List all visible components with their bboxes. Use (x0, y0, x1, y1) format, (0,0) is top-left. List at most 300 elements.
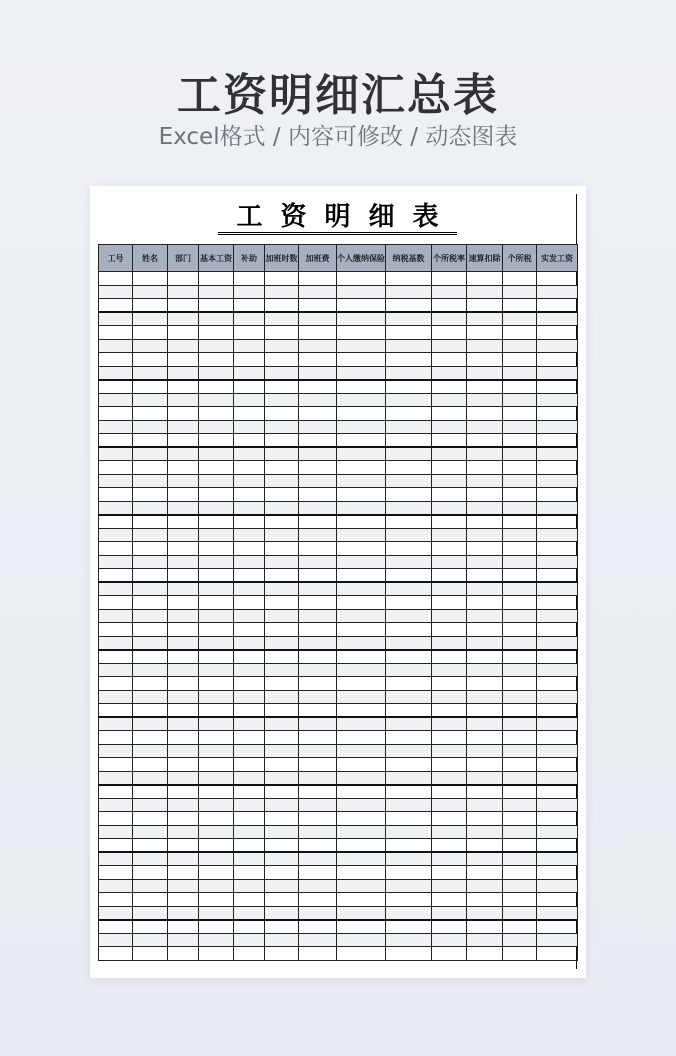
table-cell[interactable] (168, 650, 199, 664)
table-cell[interactable] (537, 744, 578, 758)
table-cell[interactable] (133, 947, 168, 961)
table-cell[interactable] (199, 366, 234, 380)
table-cell[interactable] (432, 272, 467, 286)
table-cell[interactable] (168, 312, 199, 326)
col-header-overtime-pay[interactable]: 加班费 (299, 245, 337, 272)
table-cell[interactable] (467, 393, 503, 407)
table-cell[interactable] (234, 920, 265, 934)
table-cell[interactable] (299, 798, 337, 812)
table-cell[interactable] (337, 555, 386, 569)
table-cell[interactable] (386, 569, 432, 583)
table-cell[interactable] (386, 677, 432, 691)
table-cell[interactable] (537, 636, 578, 650)
table-cell[interactable] (299, 812, 337, 826)
table-cell[interactable] (234, 501, 265, 515)
table-cell[interactable] (337, 609, 386, 623)
table-cell[interactable] (467, 852, 503, 866)
table-cell[interactable] (432, 353, 467, 367)
table-cell[interactable] (133, 434, 168, 448)
table-cell[interactable] (503, 893, 537, 907)
table-cell[interactable] (337, 434, 386, 448)
table-cell[interactable] (168, 947, 199, 961)
table-cell[interactable] (503, 690, 537, 704)
table-cell[interactable] (299, 353, 337, 367)
table-cell[interactable] (503, 555, 537, 569)
table-cell[interactable] (168, 488, 199, 502)
table-cell[interactable] (234, 488, 265, 502)
table-cell[interactable] (432, 920, 467, 934)
table-cell[interactable] (265, 839, 299, 853)
table-cell[interactable] (234, 731, 265, 745)
table-cell[interactable] (432, 623, 467, 637)
table-cell[interactable] (432, 285, 467, 299)
table-cell[interactable] (467, 704, 503, 718)
table-cell[interactable] (199, 501, 234, 515)
table-cell[interactable] (199, 933, 234, 947)
table-cell[interactable] (133, 528, 168, 542)
table-cell[interactable] (199, 866, 234, 880)
table-cell[interactable] (432, 569, 467, 583)
table-cell[interactable] (199, 947, 234, 961)
table-cell[interactable] (337, 366, 386, 380)
table-cell[interactable] (265, 677, 299, 691)
table-cell[interactable] (537, 677, 578, 691)
table-cell[interactable] (265, 947, 299, 961)
table-cell[interactable] (503, 731, 537, 745)
table-cell[interactable] (432, 744, 467, 758)
table-cell[interactable] (299, 920, 337, 934)
table-cell[interactable] (99, 650, 133, 664)
table-cell[interactable] (503, 609, 537, 623)
table-cell[interactable] (467, 461, 503, 475)
table-cell[interactable] (503, 366, 537, 380)
table-cell[interactable] (537, 407, 578, 421)
table-cell[interactable] (199, 474, 234, 488)
col-header-net-salary[interactable]: 实发工资 (537, 245, 578, 272)
table-cell[interactable] (503, 542, 537, 556)
table-cell[interactable] (265, 407, 299, 421)
table-cell[interactable] (199, 704, 234, 718)
table-cell[interactable] (99, 609, 133, 623)
table-cell[interactable] (299, 380, 337, 394)
table-cell[interactable] (168, 798, 199, 812)
table-cell[interactable] (234, 515, 265, 529)
table-cell[interactable] (299, 690, 337, 704)
table-cell[interactable] (168, 677, 199, 691)
table-cell[interactable] (299, 326, 337, 340)
table-cell[interactable] (99, 771, 133, 785)
table-cell[interactable] (537, 731, 578, 745)
table-cell[interactable] (432, 582, 467, 596)
table-cell[interactable] (386, 488, 432, 502)
table-cell[interactable] (199, 663, 234, 677)
table-cell[interactable] (337, 299, 386, 313)
table-cell[interactable] (537, 461, 578, 475)
table-cell[interactable] (503, 380, 537, 394)
table-cell[interactable] (168, 596, 199, 610)
table-cell[interactable] (467, 447, 503, 461)
table-cell[interactable] (234, 879, 265, 893)
table-cell[interactable] (99, 731, 133, 745)
table-cell[interactable] (537, 285, 578, 299)
table-cell[interactable] (199, 609, 234, 623)
table-cell[interactable] (467, 717, 503, 731)
table-cell[interactable] (386, 407, 432, 421)
table-cell[interactable] (467, 623, 503, 637)
table-cell[interactable] (432, 447, 467, 461)
table-cell[interactable] (99, 528, 133, 542)
table-cell[interactable] (299, 501, 337, 515)
table-cell[interactable] (537, 609, 578, 623)
table-cell[interactable] (168, 582, 199, 596)
table-cell[interactable] (265, 650, 299, 664)
table-cell[interactable] (386, 528, 432, 542)
table-cell[interactable] (265, 893, 299, 907)
table-cell[interactable] (234, 272, 265, 286)
table-cell[interactable] (503, 339, 537, 353)
table-cell[interactable] (265, 366, 299, 380)
table-cell[interactable] (168, 812, 199, 826)
table-cell[interactable] (467, 920, 503, 934)
table-cell[interactable] (265, 393, 299, 407)
table-cell[interactable] (234, 933, 265, 947)
table-cell[interactable] (299, 704, 337, 718)
table-cell[interactable] (99, 542, 133, 556)
table-cell[interactable] (133, 272, 168, 286)
table-cell[interactable] (299, 569, 337, 583)
table-cell[interactable] (234, 326, 265, 340)
table-cell[interactable] (168, 933, 199, 947)
table-cell[interactable] (265, 582, 299, 596)
table-cell[interactable] (337, 825, 386, 839)
table-cell[interactable] (537, 920, 578, 934)
table-cell[interactable] (337, 542, 386, 556)
table-cell[interactable] (467, 690, 503, 704)
table-cell[interactable] (503, 461, 537, 475)
table-cell[interactable] (467, 596, 503, 610)
table-cell[interactable] (503, 596, 537, 610)
table-cell[interactable] (386, 866, 432, 880)
table-cell[interactable] (467, 272, 503, 286)
table-cell[interactable] (99, 947, 133, 961)
table-cell[interactable] (299, 285, 337, 299)
table-cell[interactable] (199, 771, 234, 785)
table-cell[interactable] (537, 933, 578, 947)
table-cell[interactable] (432, 758, 467, 772)
table-cell[interactable] (432, 677, 467, 691)
table-cell[interactable] (432, 488, 467, 502)
table-cell[interactable] (467, 299, 503, 313)
table-cell[interactable] (234, 947, 265, 961)
table-cell[interactable] (299, 555, 337, 569)
table-cell[interactable] (99, 407, 133, 421)
table-cell[interactable] (99, 339, 133, 353)
table-cell[interactable] (199, 488, 234, 502)
table-cell[interactable] (537, 947, 578, 961)
table-cell[interactable] (432, 501, 467, 515)
table-cell[interactable] (386, 906, 432, 920)
col-header-id[interactable]: 工号 (99, 245, 133, 272)
table-cell[interactable] (386, 947, 432, 961)
table-cell[interactable] (168, 663, 199, 677)
table-cell[interactable] (265, 380, 299, 394)
table-cell[interactable] (265, 623, 299, 637)
table-cell[interactable] (503, 906, 537, 920)
table-cell[interactable] (432, 798, 467, 812)
table-cell[interactable] (265, 569, 299, 583)
table-cell[interactable] (337, 852, 386, 866)
table-cell[interactable] (503, 866, 537, 880)
col-header-base-salary[interactable]: 基本工资 (199, 245, 234, 272)
table-cell[interactable] (133, 825, 168, 839)
table-cell[interactable] (467, 812, 503, 826)
table-cell[interactable] (467, 771, 503, 785)
table-cell[interactable] (299, 650, 337, 664)
table-cell[interactable] (99, 582, 133, 596)
table-cell[interactable] (265, 555, 299, 569)
table-cell[interactable] (337, 528, 386, 542)
table-cell[interactable] (99, 744, 133, 758)
table-cell[interactable] (168, 542, 199, 556)
table-cell[interactable] (467, 488, 503, 502)
table-cell[interactable] (234, 677, 265, 691)
table-cell[interactable] (467, 785, 503, 799)
table-cell[interactable] (133, 933, 168, 947)
table-cell[interactable] (337, 744, 386, 758)
table-cell[interactable] (99, 353, 133, 367)
table-cell[interactable] (299, 731, 337, 745)
table-cell[interactable] (386, 825, 432, 839)
table-cell[interactable] (133, 690, 168, 704)
table-cell[interactable] (234, 447, 265, 461)
table-cell[interactable] (99, 717, 133, 731)
table-cell[interactable] (337, 758, 386, 772)
table-cell[interactable] (467, 312, 503, 326)
table-cell[interactable] (133, 704, 168, 718)
table-cell[interactable] (168, 272, 199, 286)
table-cell[interactable] (133, 542, 168, 556)
table-cell[interactable] (133, 717, 168, 731)
table-cell[interactable] (503, 447, 537, 461)
table-cell[interactable] (168, 920, 199, 934)
table-cell[interactable] (337, 285, 386, 299)
table-cell[interactable] (503, 744, 537, 758)
table-cell[interactable] (133, 488, 168, 502)
table-cell[interactable] (467, 353, 503, 367)
table-cell[interactable] (467, 515, 503, 529)
table-cell[interactable] (337, 569, 386, 583)
table-cell[interactable] (537, 663, 578, 677)
table-cell[interactable] (133, 326, 168, 340)
table-cell[interactable] (199, 798, 234, 812)
table-cell[interactable] (265, 447, 299, 461)
table-cell[interactable] (337, 596, 386, 610)
table-cell[interactable] (133, 677, 168, 691)
table-cell[interactable] (337, 272, 386, 286)
table-cell[interactable] (299, 893, 337, 907)
table-cell[interactable] (337, 879, 386, 893)
table-cell[interactable] (299, 434, 337, 448)
table-cell[interactable] (299, 771, 337, 785)
table-cell[interactable] (467, 434, 503, 448)
table-cell[interactable] (467, 663, 503, 677)
col-header-tax-rate[interactable]: 个所税率 (432, 245, 467, 272)
table-cell[interactable] (199, 920, 234, 934)
table-cell[interactable] (99, 893, 133, 907)
table-cell[interactable] (168, 515, 199, 529)
table-cell[interactable] (386, 515, 432, 529)
table-cell[interactable] (503, 515, 537, 529)
table-cell[interactable] (503, 879, 537, 893)
table-cell[interactable] (467, 839, 503, 853)
table-cell[interactable] (199, 380, 234, 394)
table-cell[interactable] (386, 690, 432, 704)
table-cell[interactable] (99, 272, 133, 286)
table-cell[interactable] (503, 717, 537, 731)
table-cell[interactable] (168, 866, 199, 880)
table-cell[interactable] (265, 488, 299, 502)
table-cell[interactable] (467, 420, 503, 434)
table-cell[interactable] (299, 636, 337, 650)
table-cell[interactable] (99, 596, 133, 610)
table-cell[interactable] (99, 488, 133, 502)
table-cell[interactable] (337, 636, 386, 650)
table-cell[interactable] (386, 474, 432, 488)
table-cell[interactable] (337, 326, 386, 340)
table-cell[interactable] (199, 825, 234, 839)
table-cell[interactable] (386, 839, 432, 853)
table-cell[interactable] (265, 515, 299, 529)
table-cell[interactable] (265, 501, 299, 515)
table-cell[interactable] (537, 353, 578, 367)
table-cell[interactable] (133, 650, 168, 664)
table-cell[interactable] (467, 407, 503, 421)
table-cell[interactable] (133, 920, 168, 934)
table-cell[interactable] (99, 879, 133, 893)
table-cell[interactable] (168, 744, 199, 758)
table-cell[interactable] (337, 933, 386, 947)
table-cell[interactable] (199, 461, 234, 475)
table-cell[interactable] (199, 731, 234, 745)
table-cell[interactable] (337, 488, 386, 502)
table-cell[interactable] (133, 299, 168, 313)
table-cell[interactable] (537, 326, 578, 340)
table-cell[interactable] (537, 555, 578, 569)
table-cell[interactable] (386, 920, 432, 934)
table-cell[interactable] (234, 353, 265, 367)
table-cell[interactable] (337, 798, 386, 812)
table-cell[interactable] (133, 285, 168, 299)
table-cell[interactable] (299, 339, 337, 353)
table-cell[interactable] (199, 326, 234, 340)
table-cell[interactable] (168, 771, 199, 785)
col-header-name[interactable]: 姓名 (133, 245, 168, 272)
table-cell[interactable] (265, 906, 299, 920)
table-cell[interactable] (265, 744, 299, 758)
table-cell[interactable] (337, 677, 386, 691)
table-cell[interactable] (133, 501, 168, 515)
table-cell[interactable] (299, 933, 337, 947)
table-cell[interactable] (432, 312, 467, 326)
table-cell[interactable] (265, 636, 299, 650)
table-cell[interactable] (299, 609, 337, 623)
col-header-overtime-hours[interactable]: 加班时数 (265, 245, 299, 272)
table-cell[interactable] (99, 704, 133, 718)
table-cell[interactable] (99, 393, 133, 407)
table-cell[interactable] (199, 272, 234, 286)
table-cell[interactable] (386, 299, 432, 313)
table-cell[interactable] (234, 758, 265, 772)
table-cell[interactable] (386, 852, 432, 866)
table-cell[interactable] (199, 393, 234, 407)
table-cell[interactable] (168, 339, 199, 353)
table-cell[interactable] (199, 528, 234, 542)
table-cell[interactable] (537, 758, 578, 772)
table-cell[interactable] (386, 596, 432, 610)
table-cell[interactable] (503, 663, 537, 677)
table-cell[interactable] (265, 299, 299, 313)
table-cell[interactable] (199, 434, 234, 448)
table-cell[interactable] (537, 447, 578, 461)
table-cell[interactable] (503, 812, 537, 826)
table-cell[interactable] (133, 420, 168, 434)
table-cell[interactable] (386, 461, 432, 475)
table-cell[interactable] (337, 515, 386, 529)
table-cell[interactable] (467, 501, 503, 515)
table-cell[interactable] (337, 353, 386, 367)
table-cell[interactable] (99, 366, 133, 380)
table-cell[interactable] (337, 704, 386, 718)
table-cell[interactable] (503, 785, 537, 799)
table-cell[interactable] (133, 474, 168, 488)
table-cell[interactable] (299, 420, 337, 434)
col-header-insurance[interactable]: 个人缴纳保险 (337, 245, 386, 272)
table-cell[interactable] (199, 447, 234, 461)
table-cell[interactable] (133, 407, 168, 421)
table-cell[interactable] (432, 636, 467, 650)
table-cell[interactable] (386, 771, 432, 785)
table-cell[interactable] (337, 339, 386, 353)
table-cell[interactable] (168, 785, 199, 799)
table-cell[interactable] (432, 839, 467, 853)
table-cell[interactable] (234, 704, 265, 718)
table-cell[interactable] (503, 771, 537, 785)
table-cell[interactable] (299, 272, 337, 286)
table-cell[interactable] (337, 447, 386, 461)
table-cell[interactable] (537, 528, 578, 542)
table-cell[interactable] (432, 555, 467, 569)
table-cell[interactable] (299, 825, 337, 839)
col-header-taxable-base[interactable]: 纳税基数 (386, 245, 432, 272)
table-cell[interactable] (299, 758, 337, 772)
table-cell[interactable] (299, 528, 337, 542)
table-cell[interactable] (432, 434, 467, 448)
table-cell[interactable] (432, 690, 467, 704)
table-cell[interactable] (432, 609, 467, 623)
table-cell[interactable] (299, 677, 337, 691)
table-cell[interactable] (503, 312, 537, 326)
table-cell[interactable] (337, 893, 386, 907)
table-cell[interactable] (537, 501, 578, 515)
table-cell[interactable] (234, 380, 265, 394)
table-cell[interactable] (337, 663, 386, 677)
table-cell[interactable] (503, 636, 537, 650)
table-cell[interactable] (265, 879, 299, 893)
table-cell[interactable] (168, 299, 199, 313)
table-cell[interactable] (432, 366, 467, 380)
table-cell[interactable] (133, 906, 168, 920)
table-cell[interactable] (337, 812, 386, 826)
